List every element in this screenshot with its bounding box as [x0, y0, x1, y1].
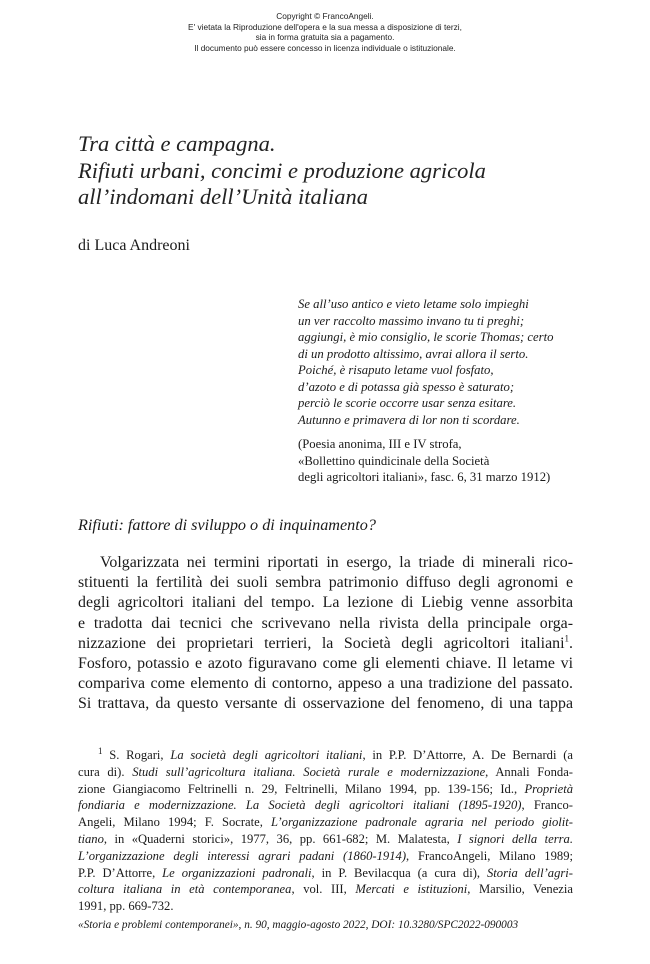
title-line: all’indomani dell’Unità italiana [78, 184, 368, 209]
body-line: Volgarizzata nei termini riportati in esergo, la triade di minerali rico- [100, 554, 573, 571]
author-byline: di Luca Andreoni [78, 237, 190, 254]
journal-citation: «Storia e problemi contemporanei», n. 90, maggio-agosto 2022, DOI: 10.3280/SPC2022-090003 [78, 919, 519, 931]
copyright-line: E' vietata la Riproduzione dell'opera e la sua messa a disposizione di terzi, [188, 21, 462, 32]
body-line: compariva come elemento di contorno, appeso a una tradizione del passato. [78, 675, 573, 693]
article-title [78, 131, 578, 211]
footnote-line: L’organizzazione degli interessi agrari padani (1860-1914), FrancoAngeli, Milano 1989; [78, 848, 573, 863]
epigraph-verse: Poiché, è risaputo letame vuol fosfato, [298, 363, 494, 377]
epigraph-verse: Se all’uso antico e vieto letame solo impieghi [298, 297, 529, 311]
footnote-line: coltura italiana in età contemporanea, vol. III, Mercati e istituzioni, Marsilio, Venezia [78, 882, 573, 897]
title-line: Rifiuti urbani, concimi e produzione agricola [78, 157, 486, 183]
copyright-line: Il documento può essere concesso in licenza individuale o istituzionale. [194, 42, 456, 53]
epigraph-source-line: «Bollettino quindicinale della Società [298, 453, 490, 468]
epigraph-verse: Autunno e primavera di lor non ti scordare. [298, 412, 520, 427]
copyright-line: Copyright © FrancoAngeli. [276, 11, 374, 21]
footnote-reference[interactable]: 1 [564, 633, 570, 644]
footnote-number: 1 [98, 745, 103, 756]
footnote-line: P.P. D’Attorre, Le organizzazioni padronali, in P. Bevilacqua (a cura di), Storia dell’agri- [78, 865, 573, 880]
title-line: Tra città e campagna. [78, 131, 276, 156]
footnote-line: Angeli, Milano 1994; F. Socrate, L’organizzazione padronale agraria nel periodo giolit- [78, 815, 573, 830]
epigraph-verse: d’azoto e di potassa già spesso è saturato; [298, 379, 515, 394]
footnote-line: cura di). Studi sull’agricoltura italiana. Società rurale e modernizzazione, Annali Fonda- [78, 764, 573, 779]
body-line: Si trattava, da questo versante di osservazione del fenomeno, di una tappa [78, 695, 573, 713]
footnote-line: zione Giangiacomo Feltrinelli n. 29, Feltrinelli, Milano 1994, pp. 139-156; Id., Proprietà [78, 781, 573, 796]
epigraph-verse: aggiungi, è mio consiglio, le scorie Thomas; certo [298, 330, 554, 344]
footnote-line: $^1$ S. Rogari, La società degli agricoltori italiani, in P.P. D’Attorre, A. De Bernardi (a [98, 745, 573, 762]
footnote [78, 747, 573, 915]
body-line-text: nizzazione dei proprietari terrieri, la Società degli agricoltori italiani [78, 634, 565, 652]
epigraph-verse: di un prodotto altissimo, avrai allora il serto. [298, 346, 529, 361]
footnote-line: fondiaria e modernizzazione. La Società degli agricoltori italiani (1895-1920), Franco- [78, 798, 573, 813]
body-line: e tradotta dai tecnici che scrivevano nella rivista della principale orga- [78, 614, 573, 632]
body-line: stituenti la fertilità dei suoli sembra patrimonio diffuso degli agronomi e [78, 574, 573, 592]
footnote-line: 1991, pp. 669-732. [78, 899, 174, 914]
footnote-line: tiano, in «Quaderni storici», 1977, 36, pp. 661-682; M. Malatesta, I signori della terra. [78, 831, 573, 846]
body-line: nizzazione dei proprietari terrieri, la Società degli agricoltori italiani$^1$. [78, 633, 573, 652]
section-heading: Rifiuti: fattore di sviluppo o di inquinamento? [78, 516, 376, 534]
copyright-notice [0, 11, 650, 53]
body-line: Fosforo, potassio e azoto figuravano come gli elementi chiave. Il letame vi [78, 654, 573, 672]
epigraph-verse: un ver raccolto massimo invano tu ti preghi; [298, 313, 525, 328]
body-paragraph [78, 553, 573, 715]
epigraph-source-line: (Poesia anonima, III e IV strofa, [298, 437, 462, 451]
epigraph [298, 296, 588, 486]
epigraph-source [298, 436, 588, 486]
epigraph-verse: perciò le scorie occorre usar senza esitare. [298, 396, 517, 410]
copyright-line: sia in forma gratuita sia a pagamento. [255, 32, 395, 43]
body-line: degli agricoltori italiani del tempo. La lezione di Liebig venne assorbita [78, 594, 573, 612]
epigraph-source-line: degli agricoltori italiani», fasc. 6, 31 marzo 1912) [298, 470, 551, 484]
